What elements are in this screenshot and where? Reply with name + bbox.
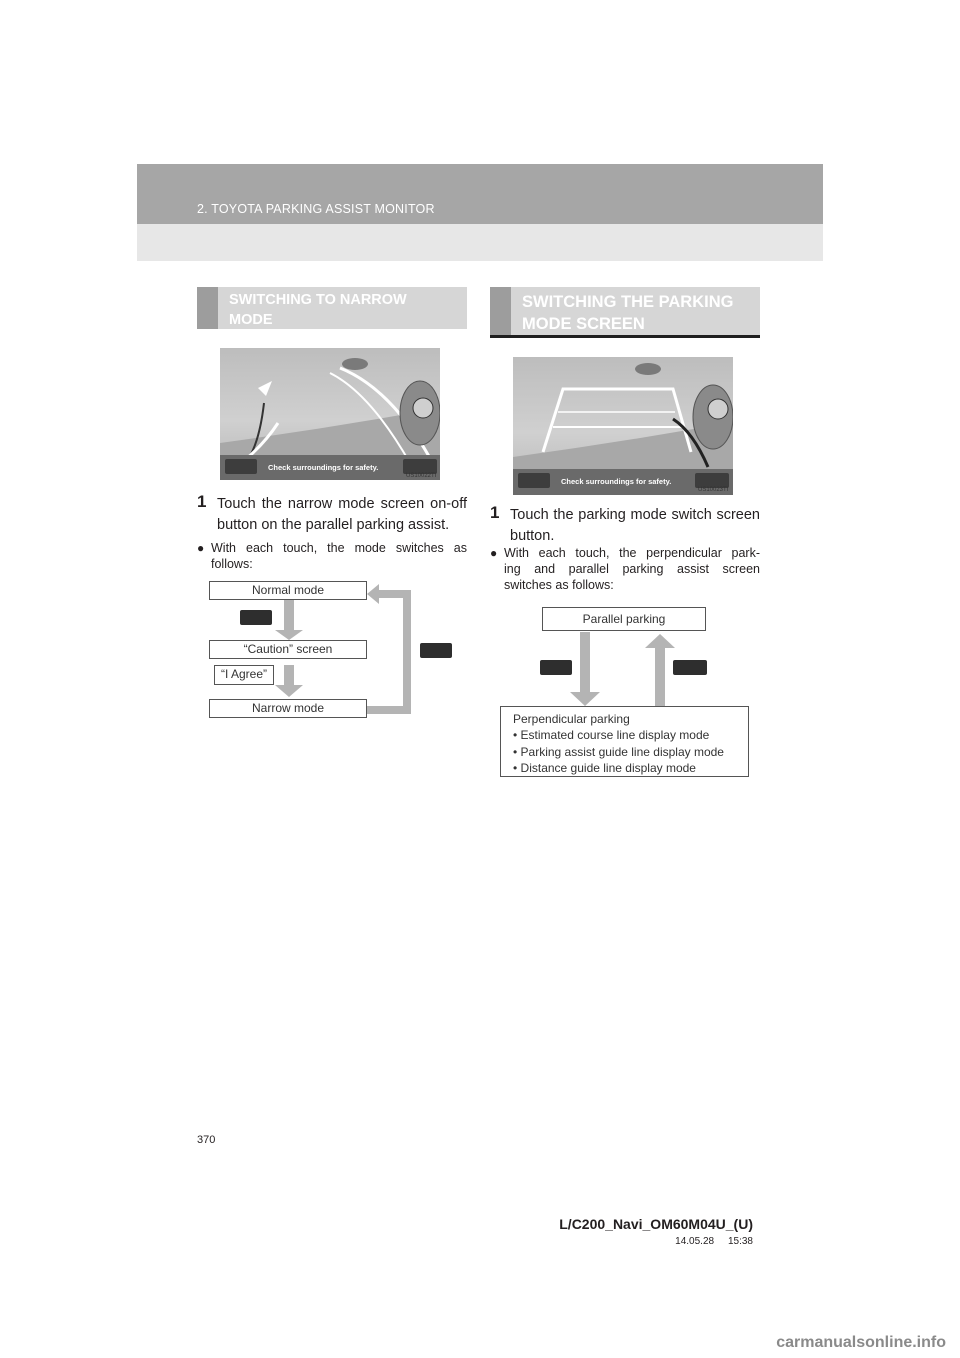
heading-line: SWITCHING THE PARKING [522,293,734,311]
perpendicular-item: • Distance guide line display mode [513,760,696,775]
bullet-parking-mode [490,545,760,593]
step-text-line: Touch the narrow mode screen on-off [217,496,467,512]
bullet-text-line: switches as follows: [504,578,614,592]
bullet-dot-icon: ● [197,541,205,555]
bullet-text-line: With each touch, the mode switches as [211,541,467,555]
narrow-mode-icon [420,643,452,658]
flow-i-agree: “I Agree” [214,665,274,685]
step-text-line: button. [510,528,555,544]
heading-bar [490,287,511,335]
flow-perpendicular-parking [500,706,749,777]
screen-message: Check surroundings for safety. [561,477,672,486]
page-number: 370 [197,1134,216,1146]
step-number: 1 [490,503,500,522]
flow-parallel-parking: Parallel parking [542,607,706,631]
bullet-text-line: follows: [211,557,253,571]
watermark: carmanualsonline.info [776,1334,946,1351]
flow-caution-screen: “Caution” screen [209,640,367,659]
heading-line: MODE [229,312,273,328]
perpendicular-item: • Estimated course line display mode [513,728,710,743]
bullet-narrow [197,540,467,572]
step-text-line: Touch the parking mode switch screen [510,507,760,523]
parking-screen-image [220,348,440,480]
flow-narrow-mode: Narrow mode [209,699,367,718]
perpendicular-title: Perpendicular parking [513,712,630,726]
print-timestamp: 14.05.28 15:38 [675,1236,753,1247]
screen-message: Check surroundings for safety. [268,463,379,472]
flow-normal-mode: Normal mode [209,581,367,600]
perpendicular-mode-icon [518,473,550,488]
narrow-mode-icon [240,610,272,625]
bullet-text-line: ing and parallel parking assist screen [504,562,760,576]
narrow-mode-button-icon [225,459,257,474]
heading-bar [197,287,218,329]
heading-line: SWITCHING TO NARROW [229,292,407,308]
perpendicular-item: • Parking assist guide line display mode [513,744,724,759]
image-code: US10022TI [406,473,437,479]
bullet-text-line: With each touch, the perpendicular park- [504,546,760,560]
bullet-dot-icon: ● [490,546,498,560]
step-text-line: button on the parallel parking assist. [217,517,450,533]
parking-screen-image [513,357,733,495]
parking-mode-button-icon [403,459,437,474]
heading-line: MODE SCREEN [522,315,645,333]
chapter-title: 2. TOYOTA PARKING ASSIST MONITOR [197,202,435,216]
section-heading-narrow-mode [197,287,467,329]
image-code: US10023TI [698,487,729,493]
document-code: L/C200_Navi_OM60M04U_(U) [559,1216,753,1232]
section-heading-parking-mode [490,287,760,338]
parallel-parking-icon [540,660,572,675]
step-number: 1 [197,492,207,511]
parking-mode-switch-icon [673,660,707,675]
parking-mode-switch-button-icon [695,473,729,488]
